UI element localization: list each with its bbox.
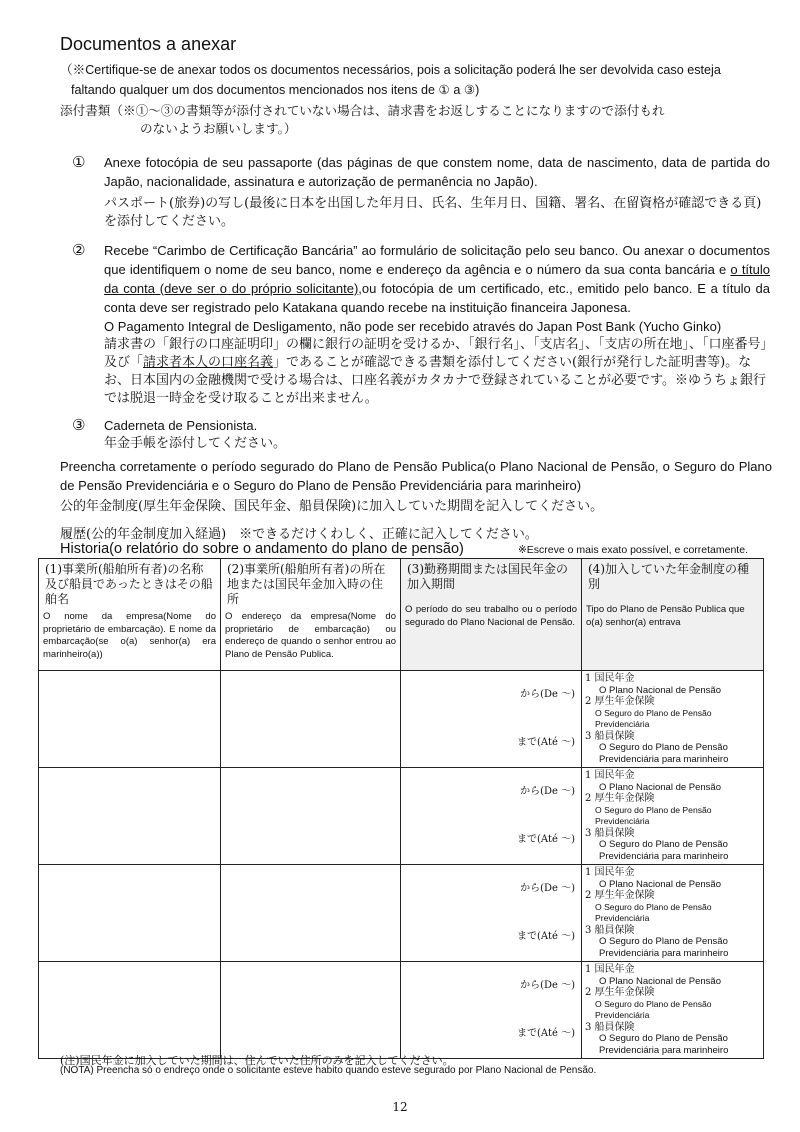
period-to-label: まで(Até ～) <box>517 931 575 942</box>
pension-type-option[interactable]: 3 船員保険 <box>585 827 635 839</box>
table-row <box>39 768 764 865</box>
intro-pt-line-2: faltando qualquer um dos documentos mencionados nos itens de ① a ③) <box>71 83 480 97</box>
period-to-label: まで(Até ～) <box>517 737 575 748</box>
pension-type-option[interactable]: 3 船員保険 <box>585 924 635 936</box>
address-cell[interactable] <box>221 962 401 1059</box>
pension-type-label: O Seguro do Plano de Pensão Previdenciária para marinheiro <box>599 1033 729 1056</box>
company-name-cell[interactable] <box>39 865 221 962</box>
period-to-label: まで(Até ～) <box>517 1028 575 1039</box>
header-2-jp: (2)事業所(船舶所有者)の所在地または国民年金加入時の住所 <box>227 562 386 606</box>
table-header-row <box>39 559 764 671</box>
header-cell-1 <box>39 559 221 671</box>
footnote-jp: (注)国民年金に加入していた期間は、住んでいた住所のみを記入してください。 <box>60 1054 454 1067</box>
header-3-jp: (3)勤務期間または国民年金の加入期間 <box>407 562 568 591</box>
footnote-pt: (NOTA) Preencha só o endreço onde o solicitante esteve habito quando esteve segurado por Plano Nacional de Pensão. <box>60 1065 597 1076</box>
header-1-pt: O nome da empresa(Nome do proprietário de embarcação). E nome da embarcação(se o(a) senhor(a) era marinheiro(a)) <box>43 611 216 660</box>
header-cell-3 <box>401 559 582 671</box>
period-to-label: まで(Até ～) <box>517 834 575 845</box>
pension-type-option[interactable]: 3 船員保険 <box>585 730 635 742</box>
pension-type-cell[interactable] <box>582 962 764 1059</box>
item-1-pt: Anexe fotocópia de seu passaporte (das páginas de que constem nome, data de nascimento, data de partida do Japão, nacionalidade, assinatura e autorização de permanência no Japão). <box>104 155 770 189</box>
item-2-pt <box>104 241 770 317</box>
header-cell-2 <box>221 559 401 671</box>
pension-type-label: O Seguro do Plano de Pensão Previdenciária <box>595 707 712 729</box>
item-number: ① <box>72 153 86 171</box>
page-title: Documentos a anexar <box>60 34 237 54</box>
pension-type-option[interactable]: 1 国民年金 <box>585 867 635 878</box>
item-2-pt-part-a: Recebe “Carimbo de Certificação Bancária” ao formulário de solicitação pelo seu banco. Ou anexar o documentos que identifiquem o nome de seu banco, nome e endereço da agência e o número da sua conta bancária e <box>104 243 770 277</box>
pension-type-cell[interactable] <box>582 671 764 768</box>
pension-type-option[interactable]: 1 国民年金 <box>585 964 635 975</box>
period-cell[interactable] <box>401 671 582 768</box>
pension-type-label: O Plano Nacional de Pensão <box>599 975 721 987</box>
document-items <box>72 153 770 453</box>
history-heading-jp: 履歴(公的年金制度加入経過) ※できるだけくわしく、正確に記入してください。 <box>60 527 538 542</box>
header-2-pt: O endereço da empresa(Nome do proprietário de embarcação) ou endereço de quando o senhor entrou ao Plano de Pensão Publica. <box>225 611 396 660</box>
table-row <box>39 962 764 1059</box>
period-from-label: から(De ～) <box>520 883 575 894</box>
pension-type-label: O Plano Nacional de Pensão <box>599 878 721 890</box>
pension-type-option[interactable]: 3 船員保険 <box>585 1021 635 1033</box>
item-3-pt: Caderneta de Pensionista. <box>104 418 258 433</box>
item-2-pt-underlined: o título da conta (deve ser o do próprio solicitante) <box>104 262 770 296</box>
intro-jp-line-2: のないようお願いします。） <box>140 121 297 136</box>
pension-type-label: O Seguro do Plano de Pensão Previdenciária para marinheiro <box>599 839 729 862</box>
address-cell[interactable] <box>221 768 401 865</box>
history-note-pt: ※Escreve o mais exato possível, e corretamente. <box>518 544 748 556</box>
item-2-pt-note: O Pagamento Integral de Desligamento, não pode ser recebido através do Japan Post Bank (Yucho Ginko) <box>104 319 722 334</box>
header-4-jp: (4)加入していた年金制度の種別 <box>588 562 749 591</box>
item-1-jp: パスポート(旅券)の写し(最後に日本を出国した年月日、氏名、生年月日、国籍、署名、在留資格が確認できる頁)を添付してください。 <box>104 196 762 229</box>
period-cell[interactable] <box>401 865 582 962</box>
pension-history-table <box>38 558 764 1059</box>
period-from-label: から(De ～) <box>520 689 575 700</box>
company-name-cell[interactable] <box>39 962 221 1059</box>
table-row <box>39 865 764 962</box>
page-number: 12 <box>392 1100 408 1114</box>
history-heading-pt: Historia(o relatório do sobre o andamento do plano de pensão) <box>60 541 464 557</box>
period-cell[interactable] <box>401 768 582 865</box>
item-number: ② <box>72 241 86 259</box>
pension-type-label: O Seguro do Plano de Pensão Previdenciária <box>595 998 712 1020</box>
company-name-cell[interactable] <box>39 768 221 865</box>
pension-type-cell[interactable] <box>582 865 764 962</box>
header-cell-4 <box>582 559 764 671</box>
period-from-label: から(De ～) <box>520 980 575 991</box>
pension-type-label: O Seguro do Plano de Pensão Previdenciária para marinheiro <box>599 936 729 959</box>
intro-pt-line-1: （※Certifique-se de anexar todos os documentos necessários, pois a solicitação poderá lhe ser devolvida caso esteja <box>60 63 721 77</box>
address-cell[interactable] <box>221 671 401 768</box>
table-row <box>39 671 764 768</box>
item-3-jp: 年金手帳を添付してください。 <box>104 436 287 451</box>
pension-type-cell[interactable] <box>582 768 764 865</box>
pension-type-label: O Plano Nacional de Pensão <box>599 684 721 696</box>
header-4-pt: Tipo do Plano de Pensão Publica que o(a) senhor(a) entrava <box>586 604 745 628</box>
pension-type-option[interactable]: 2 厚生年金保険 <box>585 793 655 804</box>
pension-type-option[interactable]: 1 国民年金 <box>585 770 635 781</box>
pension-type-option[interactable]: 2 厚生年金保険 <box>585 890 655 901</box>
pension-type-option[interactable]: 2 厚生年金保険 <box>585 987 655 998</box>
pension-type-label: O Plano Nacional de Pensão <box>599 781 721 793</box>
item-2-jp-underlined: 請求者本人の口座名義 <box>143 355 274 370</box>
pension-type-label: O Seguro do Plano de Pensão Previdenciária para marinheiro <box>599 742 729 765</box>
header-3-pt: O período do seu trabalho ou o período segurado do Plano Nacional de Pensão. <box>405 604 577 628</box>
item-2-jp-part-b: 」であることが確認できる書類を添付してください(銀行が発行した証明書等)。なお、日本国内の金融機関で受ける場合は、口座名義がカタカナで登録されていることが必要です。※ゆうちょ銀行では脱退一時金を受け取ることが出来ません。 <box>104 355 766 406</box>
document-item-3 <box>72 416 770 453</box>
item-2-pt-part-b: ,ou fotocópia de um certificado, etc., emitido pelo banco. E a título da conta deve ser registrado pelo Katakana quando recebe na instituição financeira Japonesa. <box>104 281 770 315</box>
intro-pt <box>60 60 772 100</box>
document-item-1 <box>72 153 770 231</box>
fill-instruction-pt: Preencha corretamente o período segurado do Plano de Pensão Publica(o Plano Nacional de Pensão, o Seguro do Plano de Pensão Previdenciária e o Seguro do Plano de Pensão Previdenciária para marinheiro) <box>60 459 772 493</box>
intro-jp-line-1: 添付書類（※①～③の書類等が添付されていない場合は、請求書をお返しすることになりますので添付もれ <box>60 103 665 118</box>
period-from-label: から(De ～) <box>520 786 575 797</box>
intro-jp <box>60 102 775 138</box>
company-name-cell[interactable] <box>39 671 221 768</box>
fill-instruction-jp: 公的年金制度(厚生年金保険、国民年金、船員保険)に加入していた期間を記入してください。 <box>60 499 604 514</box>
period-cell[interactable] <box>401 962 582 1059</box>
document-item-2 <box>72 241 770 408</box>
pension-type-label: O Seguro do Plano de Pensão Previdenciária <box>595 804 712 826</box>
address-cell[interactable] <box>221 865 401 962</box>
pension-type-option[interactable]: 2 厚生年金保険 <box>585 696 655 707</box>
item-number: ③ <box>72 416 86 434</box>
item-2-jp <box>104 336 770 408</box>
pension-type-label: O Seguro do Plano de Pensão Previdenciária <box>595 901 712 923</box>
pension-type-option[interactable]: 1 国民年金 <box>585 673 635 684</box>
item-2-jp-part-a: 請求書の「銀行の口座証明印」の欄に銀行の証明を受けるか、「銀行名」、「支店名」、「支店の所在地」、「口座番号」及び「 <box>104 337 768 370</box>
header-1-jp: (1)事業所(船舶所有者)の名称及び船員であったときはその船舶名 <box>45 562 213 606</box>
